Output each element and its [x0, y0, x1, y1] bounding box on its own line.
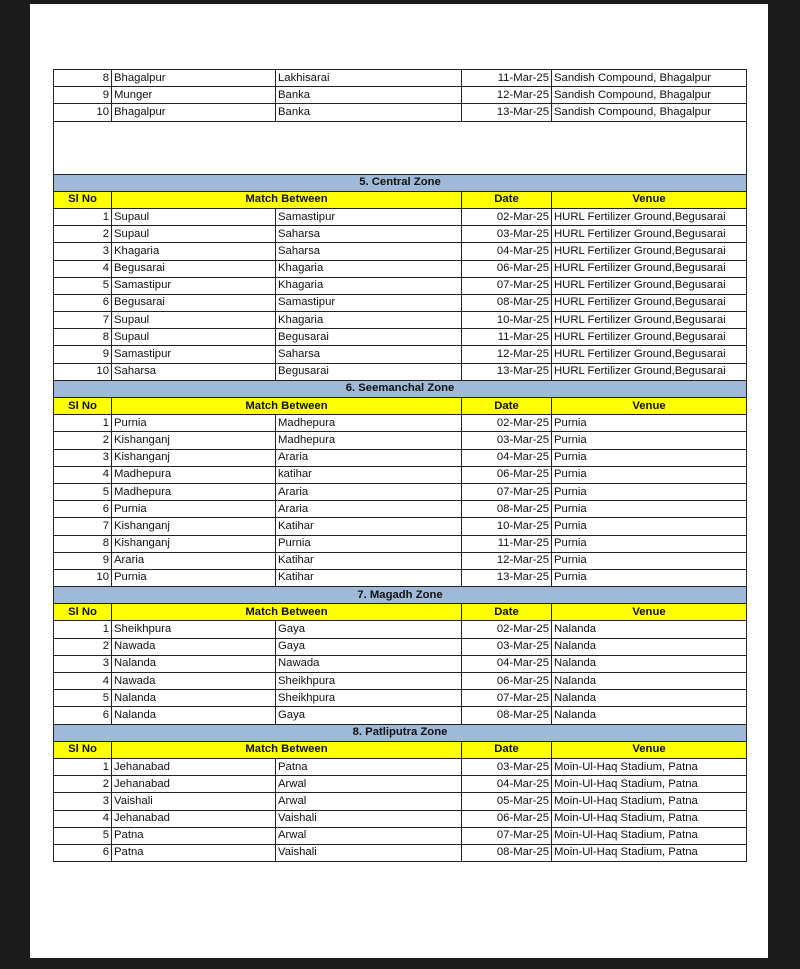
table-row — [54, 277, 747, 294]
table-row — [54, 776, 747, 793]
venue-cell: Purnia — [552, 483, 747, 500]
date-cell: 10-Mar-25 — [462, 312, 552, 329]
schedule-body — [54, 70, 747, 862]
team-1-cell: Supaul — [112, 208, 276, 225]
team-1-cell: Sheikhpura — [112, 621, 276, 638]
date-cell: 08-Mar-25 — [462, 707, 552, 724]
table-row — [54, 501, 747, 518]
team-1-cell: Madhepura — [112, 466, 276, 483]
table-row — [54, 363, 747, 380]
sl-no-cell: 5 — [54, 827, 112, 844]
header-venue: Venue — [552, 191, 747, 208]
sl-no-cell: 10 — [54, 363, 112, 380]
team-1-cell: Nawada — [112, 638, 276, 655]
table-row — [54, 707, 747, 724]
sl-no-cell: 2 — [54, 432, 112, 449]
table-row — [54, 569, 747, 586]
venue-cell: HURL Fertilizer Ground,Begusarai — [552, 243, 747, 260]
venue-cell: Purnia — [552, 518, 747, 535]
team-1-cell: Araria — [112, 552, 276, 569]
date-cell: 04-Mar-25 — [462, 243, 552, 260]
table-row — [54, 690, 747, 707]
date-cell: 08-Mar-25 — [462, 501, 552, 518]
date-cell: 12-Mar-25 — [462, 346, 552, 363]
sl-no-cell: 3 — [54, 655, 112, 672]
date-cell: 11-Mar-25 — [462, 329, 552, 346]
table-row — [54, 844, 747, 861]
table-row — [54, 432, 747, 449]
team-1-cell: Samastipur — [112, 277, 276, 294]
team-1-cell: Patna — [112, 827, 276, 844]
zone-title-row — [54, 380, 747, 397]
date-cell: 07-Mar-25 — [462, 483, 552, 500]
team-2-cell: Saharsa — [276, 243, 462, 260]
venue-cell: Nalanda — [552, 690, 747, 707]
table-row — [54, 827, 747, 844]
team-1-cell: Begusarai — [112, 294, 276, 311]
team-1-cell: Nawada — [112, 673, 276, 690]
date-cell: 13-Mar-25 — [462, 363, 552, 380]
team-1-cell: Kishanganj — [112, 535, 276, 552]
team-1-cell: Jehanabad — [112, 810, 276, 827]
date-cell: 02-Mar-25 — [462, 621, 552, 638]
section-gap — [54, 121, 747, 174]
venue-cell: Moin-Ul-Haq Stadium, Patna — [552, 776, 747, 793]
sl-no-cell: 1 — [54, 415, 112, 432]
column-header-row — [54, 398, 747, 415]
date-cell: 12-Mar-25 — [462, 552, 552, 569]
date-cell: 02-Mar-25 — [462, 208, 552, 225]
column-header-row — [54, 191, 747, 208]
sl-no-cell: 2 — [54, 226, 112, 243]
date-cell: 13-Mar-25 — [462, 569, 552, 586]
team-1-cell: Supaul — [112, 226, 276, 243]
team-2-cell: Katihar — [276, 569, 462, 586]
header-match-between: Match Between — [112, 741, 462, 758]
column-header-row — [54, 741, 747, 758]
date-cell: 03-Mar-25 — [462, 226, 552, 243]
table-row — [54, 346, 747, 363]
team-2-cell: Sheikhpura — [276, 690, 462, 707]
header-match-between: Match Between — [112, 191, 462, 208]
venue-cell: Purnia — [552, 535, 747, 552]
team-1-cell: Kishanganj — [112, 432, 276, 449]
team-1-cell: Nalanda — [112, 707, 276, 724]
team-2-cell: Araria — [276, 483, 462, 500]
venue-cell: Sandish Compound, Bhagalpur — [552, 104, 747, 121]
team-2-cell: katihar — [276, 466, 462, 483]
venue-cell: Purnia — [552, 552, 747, 569]
sl-no-cell: 5 — [54, 690, 112, 707]
team-1-cell: Madhepura — [112, 483, 276, 500]
team-2-cell: Samastipur — [276, 208, 462, 225]
date-cell: 04-Mar-25 — [462, 776, 552, 793]
venue-cell: Purnia — [552, 449, 747, 466]
table-row — [54, 104, 747, 121]
sl-no-cell: 10 — [54, 569, 112, 586]
table-row — [54, 758, 747, 775]
sl-no-cell: 8 — [54, 329, 112, 346]
team-1-cell: Bhagalpur — [112, 104, 276, 121]
table-row — [54, 87, 747, 104]
table-row — [54, 793, 747, 810]
venue-cell: Moin-Ul-Haq Stadium, Patna — [552, 827, 747, 844]
zone-title: 5. Central Zone — [54, 174, 747, 191]
team-2-cell: Katihar — [276, 518, 462, 535]
team-2-cell: Purnia — [276, 535, 462, 552]
sl-no-cell: 4 — [54, 260, 112, 277]
header-sl-no: Sl No — [54, 191, 112, 208]
venue-cell: Purnia — [552, 569, 747, 586]
date-cell: 13-Mar-25 — [462, 104, 552, 121]
venue-cell: Purnia — [552, 466, 747, 483]
header-venue: Venue — [552, 741, 747, 758]
venue-cell: Moin-Ul-Haq Stadium, Patna — [552, 810, 747, 827]
table-row — [54, 810, 747, 827]
team-1-cell: Kishanganj — [112, 518, 276, 535]
venue-cell: Sandish Compound, Bhagalpur — [552, 87, 747, 104]
venue-cell: Nalanda — [552, 621, 747, 638]
table-row — [54, 638, 747, 655]
team-2-cell: Arwal — [276, 793, 462, 810]
sl-no-cell: 4 — [54, 673, 112, 690]
team-2-cell: Khagaria — [276, 277, 462, 294]
team-1-cell: Supaul — [112, 329, 276, 346]
date-cell: 10-Mar-25 — [462, 518, 552, 535]
table-row — [54, 226, 747, 243]
sl-no-cell: 5 — [54, 483, 112, 500]
table-row — [54, 466, 747, 483]
zone-title: 6. Seemanchal Zone — [54, 380, 747, 397]
venue-cell: HURL Fertilizer Ground,Begusarai — [552, 260, 747, 277]
team-1-cell: Purnia — [112, 501, 276, 518]
table-row — [54, 70, 747, 87]
team-2-cell: Lakhisarai — [276, 70, 462, 87]
team-1-cell: Kishanganj — [112, 449, 276, 466]
zone-title: 7. Magadh Zone — [54, 587, 747, 604]
team-2-cell: Arwal — [276, 827, 462, 844]
venue-cell: HURL Fertilizer Ground,Begusarai — [552, 329, 747, 346]
venue-cell: HURL Fertilizer Ground,Begusarai — [552, 226, 747, 243]
zone-title-row — [54, 724, 747, 741]
team-2-cell: Begusarai — [276, 329, 462, 346]
team-1-cell: Purnia — [112, 415, 276, 432]
team-1-cell: Jehanabad — [112, 758, 276, 775]
sl-no-cell: 9 — [54, 552, 112, 569]
header-venue: Venue — [552, 604, 747, 621]
zone-title: 8. Patliputra Zone — [54, 724, 747, 741]
team-1-cell: Purnia — [112, 569, 276, 586]
team-2-cell: Gaya — [276, 621, 462, 638]
sl-no-cell: 10 — [54, 104, 112, 121]
zone-title-row — [54, 587, 747, 604]
sl-no-cell: 4 — [54, 810, 112, 827]
venue-cell: HURL Fertilizer Ground,Begusarai — [552, 363, 747, 380]
venue-cell: Moin-Ul-Haq Stadium, Patna — [552, 758, 747, 775]
team-2-cell: Katihar — [276, 552, 462, 569]
team-2-cell: Nawada — [276, 655, 462, 672]
sl-no-cell: 4 — [54, 466, 112, 483]
venue-cell: Purnia — [552, 415, 747, 432]
table-row — [54, 415, 747, 432]
sl-no-cell: 3 — [54, 449, 112, 466]
date-cell: 12-Mar-25 — [462, 87, 552, 104]
table-row — [54, 483, 747, 500]
team-2-cell: Patna — [276, 758, 462, 775]
venue-cell: HURL Fertilizer Ground,Begusarai — [552, 294, 747, 311]
venue-cell: Purnia — [552, 432, 747, 449]
venue-cell: Nalanda — [552, 638, 747, 655]
venue-cell: HURL Fertilizer Ground,Begusarai — [552, 312, 747, 329]
venue-cell: Purnia — [552, 501, 747, 518]
team-2-cell: Arwal — [276, 776, 462, 793]
document-page — [30, 4, 768, 958]
team-2-cell: Banka — [276, 87, 462, 104]
gap-cell — [54, 121, 747, 174]
venue-cell: Moin-Ul-Haq Stadium, Patna — [552, 844, 747, 861]
date-cell: 02-Mar-25 — [462, 415, 552, 432]
date-cell: 06-Mar-25 — [462, 260, 552, 277]
sl-no-cell: 6 — [54, 844, 112, 861]
table-row — [54, 535, 747, 552]
sl-no-cell: 2 — [54, 776, 112, 793]
team-2-cell: Sheikhpura — [276, 673, 462, 690]
header-sl-no: Sl No — [54, 741, 112, 758]
team-2-cell: Gaya — [276, 707, 462, 724]
column-header-row — [54, 604, 747, 621]
date-cell: 03-Mar-25 — [462, 758, 552, 775]
date-cell: 06-Mar-25 — [462, 673, 552, 690]
header-match-between: Match Between — [112, 604, 462, 621]
team-1-cell: Munger — [112, 87, 276, 104]
sl-no-cell: 1 — [54, 758, 112, 775]
date-cell: 06-Mar-25 — [462, 466, 552, 483]
date-cell: 07-Mar-25 — [462, 690, 552, 707]
date-cell: 03-Mar-25 — [462, 638, 552, 655]
team-1-cell: Samastipur — [112, 346, 276, 363]
venue-cell: Nalanda — [552, 655, 747, 672]
table-row — [54, 673, 747, 690]
team-2-cell: Araria — [276, 501, 462, 518]
venue-cell: Moin-Ul-Haq Stadium, Patna — [552, 793, 747, 810]
team-2-cell: Banka — [276, 104, 462, 121]
table-row — [54, 621, 747, 638]
table-row — [54, 518, 747, 535]
team-2-cell: Gaya — [276, 638, 462, 655]
sl-no-cell: 9 — [54, 346, 112, 363]
team-1-cell: Nalanda — [112, 655, 276, 672]
header-date: Date — [462, 398, 552, 415]
sl-no-cell: 7 — [54, 518, 112, 535]
sl-no-cell: 5 — [54, 277, 112, 294]
table-row — [54, 449, 747, 466]
table-row — [54, 208, 747, 225]
team-1-cell: Bhagalpur — [112, 70, 276, 87]
team-1-cell: Patna — [112, 844, 276, 861]
venue-cell: HURL Fertilizer Ground,Begusarai — [552, 208, 747, 225]
table-row — [54, 294, 747, 311]
date-cell: 08-Mar-25 — [462, 294, 552, 311]
table-row — [54, 655, 747, 672]
date-cell: 05-Mar-25 — [462, 793, 552, 810]
team-1-cell: Khagaria — [112, 243, 276, 260]
header-sl-no: Sl No — [54, 604, 112, 621]
team-2-cell: Begusarai — [276, 363, 462, 380]
sl-no-cell: 7 — [54, 312, 112, 329]
date-cell: 04-Mar-25 — [462, 449, 552, 466]
header-match-between: Match Between — [112, 398, 462, 415]
header-date: Date — [462, 741, 552, 758]
header-venue: Venue — [552, 398, 747, 415]
team-2-cell: Saharsa — [276, 346, 462, 363]
team-2-cell: Araria — [276, 449, 462, 466]
zone-title-row — [54, 174, 747, 191]
date-cell: 07-Mar-25 — [462, 277, 552, 294]
venue-cell: Nalanda — [552, 707, 747, 724]
team-1-cell: Vaishali — [112, 793, 276, 810]
team-2-cell: Vaishali — [276, 810, 462, 827]
venue-cell: Nalanda — [552, 673, 747, 690]
venue-cell: HURL Fertilizer Ground,Begusarai — [552, 346, 747, 363]
venue-cell: HURL Fertilizer Ground,Begusarai — [552, 277, 747, 294]
sl-no-cell: 1 — [54, 208, 112, 225]
sl-no-cell: 3 — [54, 243, 112, 260]
table-row — [54, 312, 747, 329]
date-cell: 03-Mar-25 — [462, 432, 552, 449]
date-cell: 06-Mar-25 — [462, 810, 552, 827]
team-1-cell: Supaul — [112, 312, 276, 329]
team-2-cell: Khagaria — [276, 260, 462, 277]
sl-no-cell: 8 — [54, 535, 112, 552]
team-2-cell: Saharsa — [276, 226, 462, 243]
table-row — [54, 552, 747, 569]
team-2-cell: Vaishali — [276, 844, 462, 861]
team-2-cell: Madhepura — [276, 415, 462, 432]
venue-cell: Sandish Compound, Bhagalpur — [552, 70, 747, 87]
date-cell: 07-Mar-25 — [462, 827, 552, 844]
team-1-cell: Nalanda — [112, 690, 276, 707]
header-date: Date — [462, 604, 552, 621]
date-cell: 04-Mar-25 — [462, 655, 552, 672]
sl-no-cell: 8 — [54, 70, 112, 87]
table-row — [54, 260, 747, 277]
sl-no-cell: 9 — [54, 87, 112, 104]
table-row — [54, 243, 747, 260]
date-cell: 08-Mar-25 — [462, 844, 552, 861]
team-2-cell: Madhepura — [276, 432, 462, 449]
match-schedule-table — [53, 69, 747, 862]
sl-no-cell: 1 — [54, 621, 112, 638]
team-2-cell: Khagaria — [276, 312, 462, 329]
team-1-cell: Saharsa — [112, 363, 276, 380]
team-1-cell: Jehanabad — [112, 776, 276, 793]
team-2-cell: Samastipur — [276, 294, 462, 311]
date-cell: 11-Mar-25 — [462, 535, 552, 552]
sl-no-cell: 6 — [54, 707, 112, 724]
sl-no-cell: 2 — [54, 638, 112, 655]
date-cell: 11-Mar-25 — [462, 70, 552, 87]
sl-no-cell: 6 — [54, 501, 112, 518]
sl-no-cell: 3 — [54, 793, 112, 810]
table-row — [54, 329, 747, 346]
sl-no-cell: 6 — [54, 294, 112, 311]
header-sl-no: Sl No — [54, 398, 112, 415]
team-1-cell: Begusarai — [112, 260, 276, 277]
header-date: Date — [462, 191, 552, 208]
